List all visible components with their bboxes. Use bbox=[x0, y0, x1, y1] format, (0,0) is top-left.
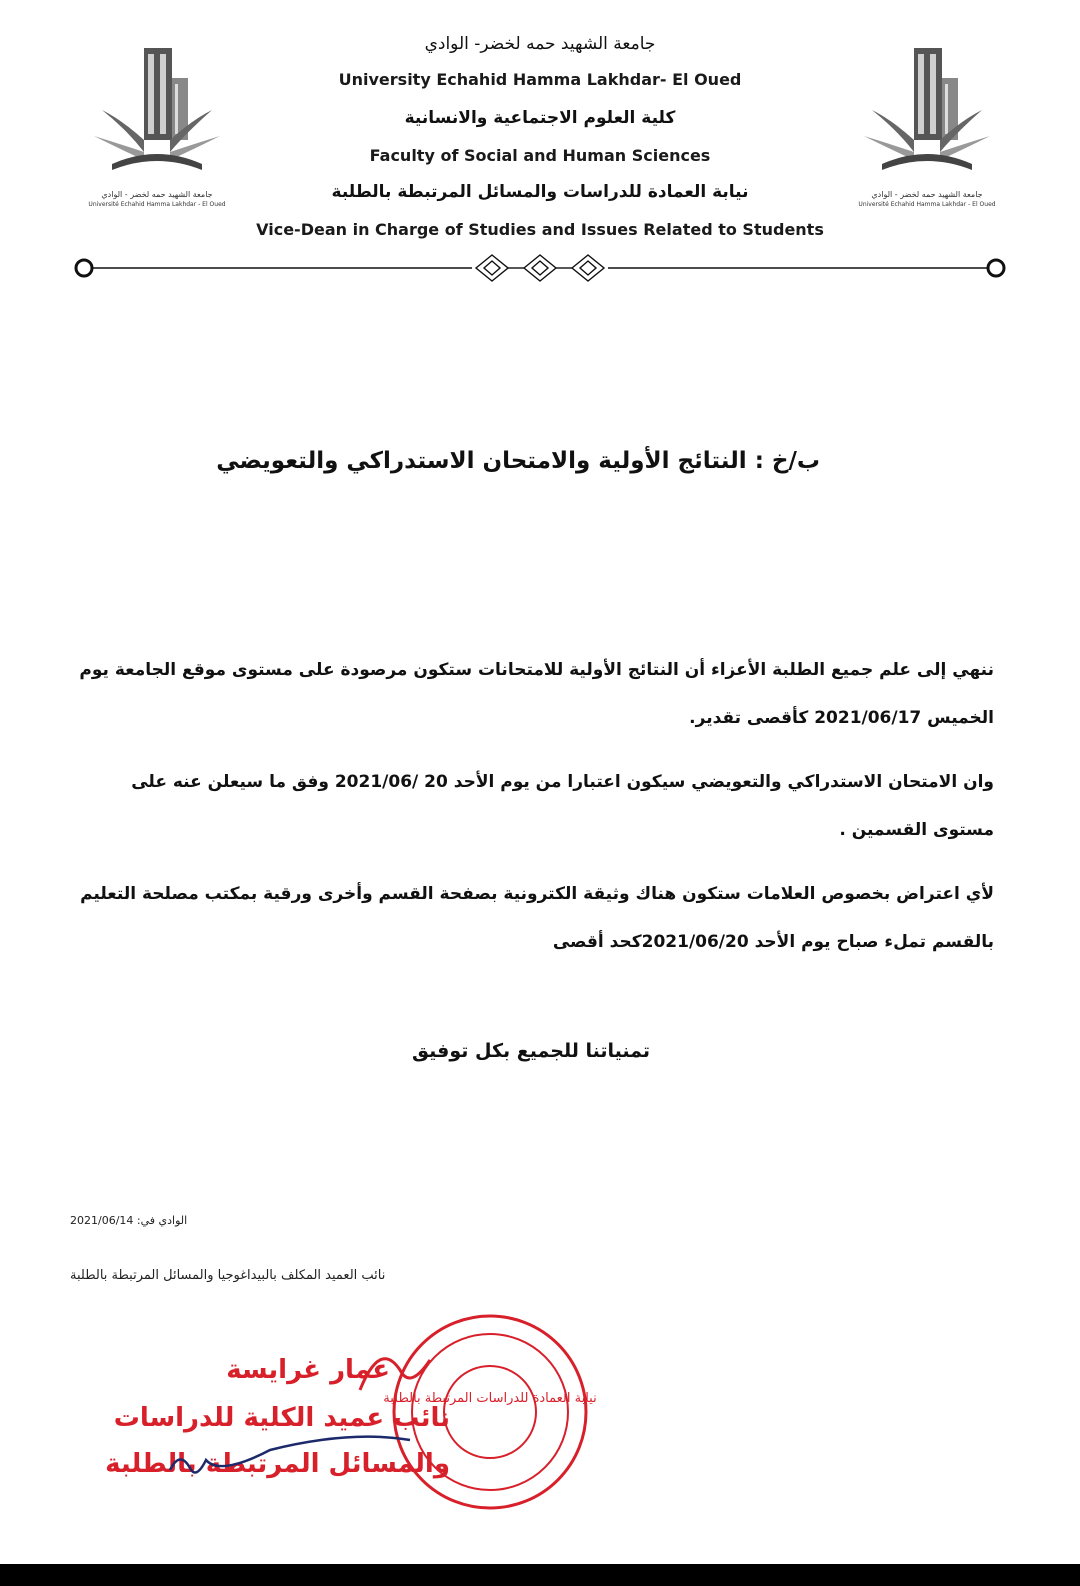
ornamental-divider bbox=[72, 252, 1008, 284]
logo-caption-ar: جامعة الشهيد حمه لخضر - الوادي bbox=[101, 190, 213, 199]
signature-line-2: والمسائل المرتبطة بالطلبة bbox=[105, 1449, 450, 1479]
university-logo-icon bbox=[852, 40, 1002, 190]
signer-title: نائب العميد المكلف بالبيداغوجيا والمسائل المرتبطة بالطلبة bbox=[70, 1268, 386, 1283]
signature-name: عمار غرايسة bbox=[226, 1355, 390, 1385]
faculty-name-en: Faculty of Social and Human Sciences bbox=[369, 146, 711, 165]
university-name-en: University Echahid Hamma Lakhdar- El Oued bbox=[338, 70, 742, 89]
signature-line-1: نائب عميد الكلية للدراسات bbox=[113, 1403, 450, 1433]
document-date: الوادي في: 2021/06/14 bbox=[70, 1214, 188, 1227]
paragraph-appeals: لأي اعتراض بخصوص العلامات ستكون هناك وثيقة الكترونية بصفحة القسم وأخرى ورقية بمكتب مصلحة التعليم بالقسم تملء صباح يوم الأحد 2021/06/20كحد أقصى bbox=[80, 884, 994, 952]
university-logo-icon bbox=[82, 40, 232, 190]
closing-wishes: تمنياتنا للجميع بكل توفيق bbox=[412, 1040, 650, 1062]
vice-dean-en: Vice-Dean in Charge of Studies and Issues Related to Students bbox=[256, 220, 824, 239]
faculty-name-ar: كلية العلوم الاجتماعية والانسانية bbox=[404, 108, 676, 128]
university-logo-left bbox=[82, 40, 232, 210]
document-subject: ب/خ : النتائج الأولية والامتحان الاستدراكي والتعويضي bbox=[216, 448, 820, 474]
vice-dean-ar: نيابة العمادة للدراسات والمسائل المرتبطة بالطلبة bbox=[331, 182, 749, 202]
scan-edge bbox=[0, 1564, 1080, 1586]
logo-caption-ar: جامعة الشهيد حمه لخضر - الوادي bbox=[871, 190, 983, 199]
signature-stamp bbox=[105, 1300, 597, 1530]
logo-caption-en: Université Echahid Hamma Lakhdar - El Oued bbox=[88, 201, 226, 208]
paragraph-results: ننهي إلى علم جميع الطلبة الأعزاء أن النتائج الأولية للامتحانات ستكون مرصودة على مستوى موقع الجامعة يوم الخميس 2021/06/17 كأقصى تقدير. bbox=[79, 660, 994, 728]
logo-caption-en: Université Echahid Hamma Lakhdar - El Oued bbox=[858, 201, 996, 208]
stamp-inner-text: نيابة العمادة للدراسات المرتبطة بالطلبة bbox=[383, 1391, 597, 1406]
university-logo-right bbox=[852, 40, 1002, 210]
university-name-ar: جامعة الشهيد حمه لخضر- الوادي bbox=[424, 34, 656, 54]
paragraph-makeup-exam: وان الامتحان الاستدراكي والتعويضي سيكون اعتبارا من يوم الأحد 20 /2021/06 وفق ما سيعلن عنه على مستوى القسمين . bbox=[131, 772, 994, 840]
